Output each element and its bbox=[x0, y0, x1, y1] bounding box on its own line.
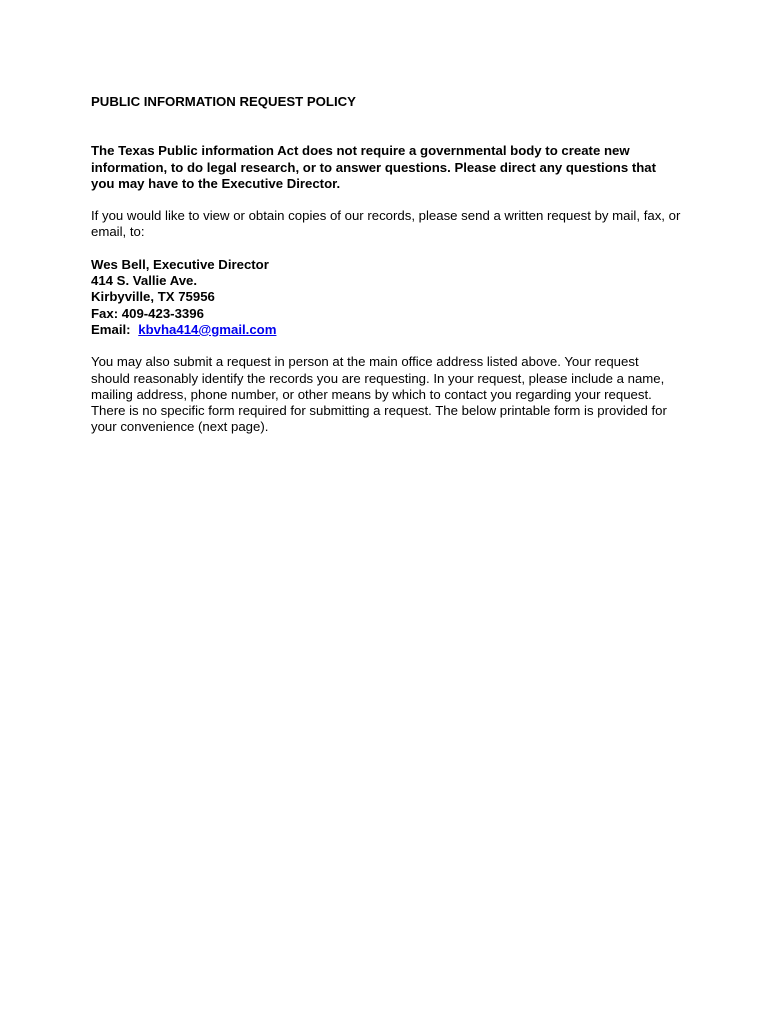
email-link[interactable]: kbvha414@gmail.com bbox=[138, 321, 277, 337]
contact-city: Kirbyville, TX 75956 bbox=[91, 289, 215, 305]
contact-street: 414 S. Vallie Ave. bbox=[91, 273, 198, 289]
contact-fax: Fax: 409-423-3396 bbox=[91, 305, 204, 321]
document-body bbox=[91, 94, 681, 436]
document-title: PUBLIC INFORMATION REQUEST POLICY bbox=[91, 94, 356, 109]
email-label: Email: bbox=[91, 321, 131, 337]
contact-block bbox=[91, 257, 681, 338]
in-person-paragraph: You may also submit a request in person at the main office address listed above. Your request should reasonably identify the records you are requesting. In your request, please include a name, mailing address, phone number, or other means by which to contact you regarding your request. There is no specific form required for submitting a request. The below printable form is provided for your convenience (next page). bbox=[91, 354, 667, 435]
request-instructions-paragraph: If you would like to view or obtain copies of our records, please send a written request by mail, fax, or email, to: bbox=[91, 208, 681, 240]
contact-email-line bbox=[91, 322, 681, 338]
intro-paragraph: The Texas Public information Act does not require a governmental body to create new information, to do legal research, or to answer questions. Please direct any questions that you may have to the Executive Director. bbox=[91, 143, 656, 191]
contact-name: Wes Bell, Executive Director bbox=[91, 256, 269, 272]
